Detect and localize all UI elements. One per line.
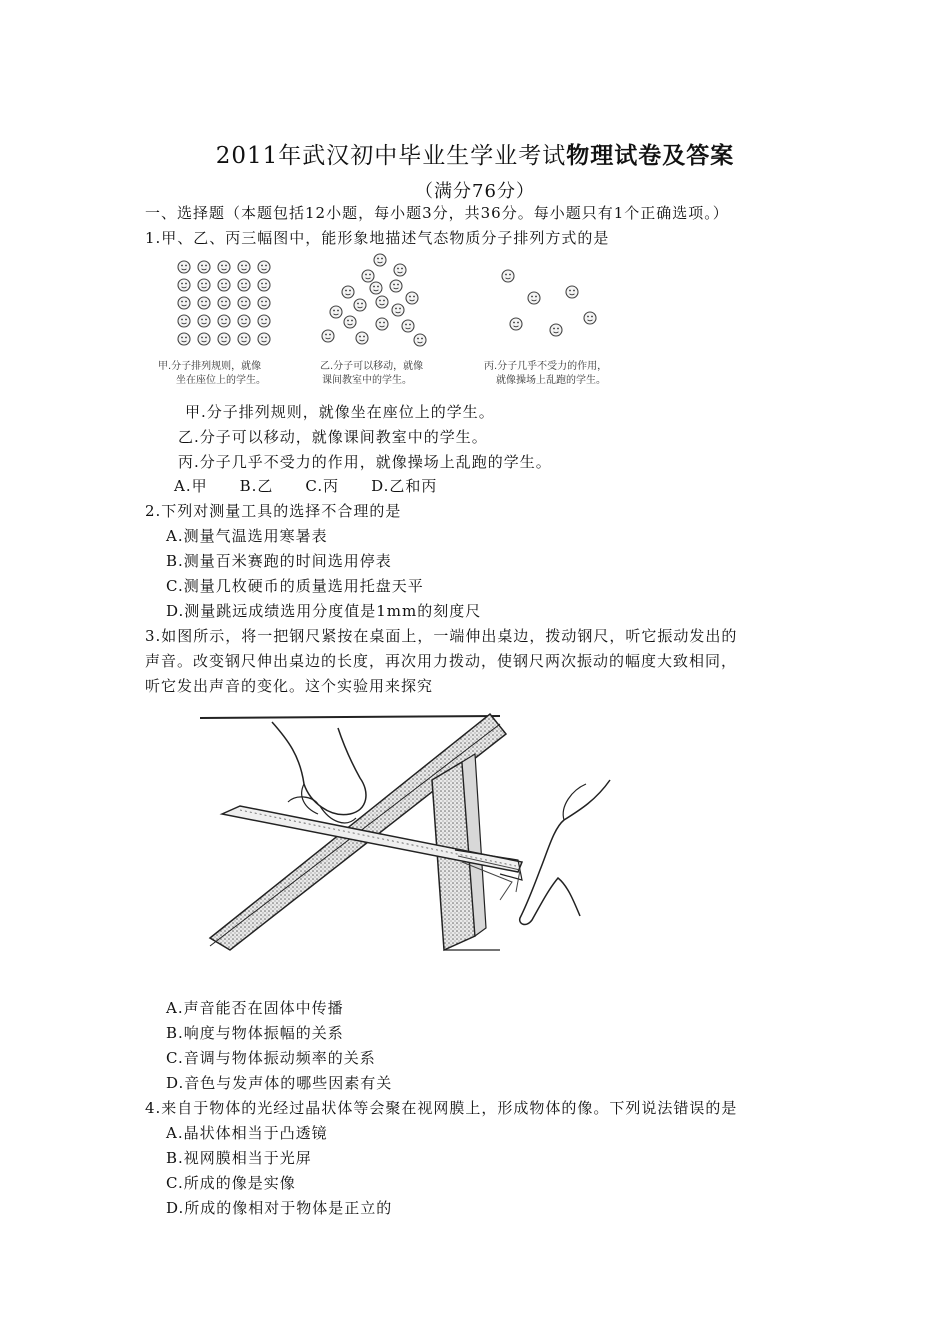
gas-caption-2: 就像操场上乱跑的学生。 bbox=[496, 375, 606, 386]
q1-stem: 1.甲、乙、丙三幅图中，能形象地描述气态物质分子排列方式的是 bbox=[145, 229, 610, 247]
q1-line-a: 甲.分子排列规则，就像坐在座位上的学生。 bbox=[185, 403, 495, 421]
q3-option-d: D.音色与发声体的哪些因素有关 bbox=[166, 1074, 393, 1092]
q3-stem-1: 3.如图所示，将一把钢尺紧按在桌面上，一端伸出桌边，拨动钢尺，听它振动发出的 bbox=[145, 627, 738, 645]
q4-option-a: A.晶状体相当于凸透镜 bbox=[166, 1124, 328, 1142]
q3-option-a: A.声音能否在固体中传播 bbox=[166, 999, 344, 1017]
solid-caption-2: 坐在座位上的学生。 bbox=[176, 375, 266, 386]
q3-option-c: C.音调与物体振动频率的关系 bbox=[166, 1049, 376, 1067]
q3-option-b: B.响度与物体振幅的关系 bbox=[166, 1024, 344, 1042]
pressing-hand bbox=[272, 722, 366, 823]
q1-line-c: 丙.分子几乎不受力的作用，就像操场上乱跑的学生。 bbox=[178, 453, 552, 471]
liquid-caption-1: 乙.分子可以移动，就像 bbox=[320, 361, 424, 372]
plucking-hand bbox=[520, 780, 610, 924]
page-subtitle: （满分76分） bbox=[415, 181, 535, 202]
gas-caption-1: 丙.分子几乎不受力的作用， bbox=[484, 361, 608, 372]
q2-option-c: C.测量几枚硬币的质量选用托盘天平 bbox=[166, 577, 424, 595]
liquid-molecules bbox=[322, 254, 426, 346]
q4-option-c: C.所成的像是实像 bbox=[166, 1174, 296, 1192]
q1-options: A.甲 B.乙 C.丙 D.乙和丙 bbox=[174, 477, 438, 495]
q2-stem: 2.下列对测量工具的选择不合理的是 bbox=[145, 502, 402, 520]
ruler-experiment-figure bbox=[200, 710, 630, 960]
q2-option-a: A.测量气温选用寒暑表 bbox=[166, 527, 328, 545]
molecule-figure bbox=[150, 250, 650, 390]
solid-caption-1: 甲.分子排列规则，就像 bbox=[158, 361, 262, 372]
q4-stem: 4.来自于物体的光经过晶状体等会聚在视网膜上，形成物体的像。下列说法错误的是 bbox=[145, 1099, 738, 1117]
gas-molecules bbox=[502, 270, 596, 336]
page-title: 2011年武汉初中毕业生学业考试物理试卷及答案 bbox=[215, 142, 735, 169]
solid-molecules bbox=[178, 261, 270, 345]
q3-stem-3: 听它发出声音的变化。这个实验用来探究 bbox=[145, 677, 434, 695]
q3-stem-2: 声音。改变钢尺伸出桌边的长度，再次用力拨动，使钢尺两次振动的幅度大致相同， bbox=[145, 652, 738, 670]
q4-option-b: B.视网膜相当于光屏 bbox=[166, 1149, 312, 1167]
q2-option-b: B.测量百米赛跑的时间选用停表 bbox=[166, 552, 392, 570]
q2-option-d: D.测量跳远成绩选用分度值是1mm的刻度尺 bbox=[166, 602, 482, 620]
section-header: 一、选择题（本题包括12小题，每小题3分，共36分。每小题只有1个正确选项。） bbox=[145, 204, 729, 222]
q4-option-d: D.所成的像相对于物体是正立的 bbox=[166, 1199, 393, 1217]
q1-line-b: 乙.分子可以移动，就像课间教室中的学生。 bbox=[178, 428, 488, 446]
liquid-caption-2: 课间教室中的学生。 bbox=[322, 375, 412, 386]
